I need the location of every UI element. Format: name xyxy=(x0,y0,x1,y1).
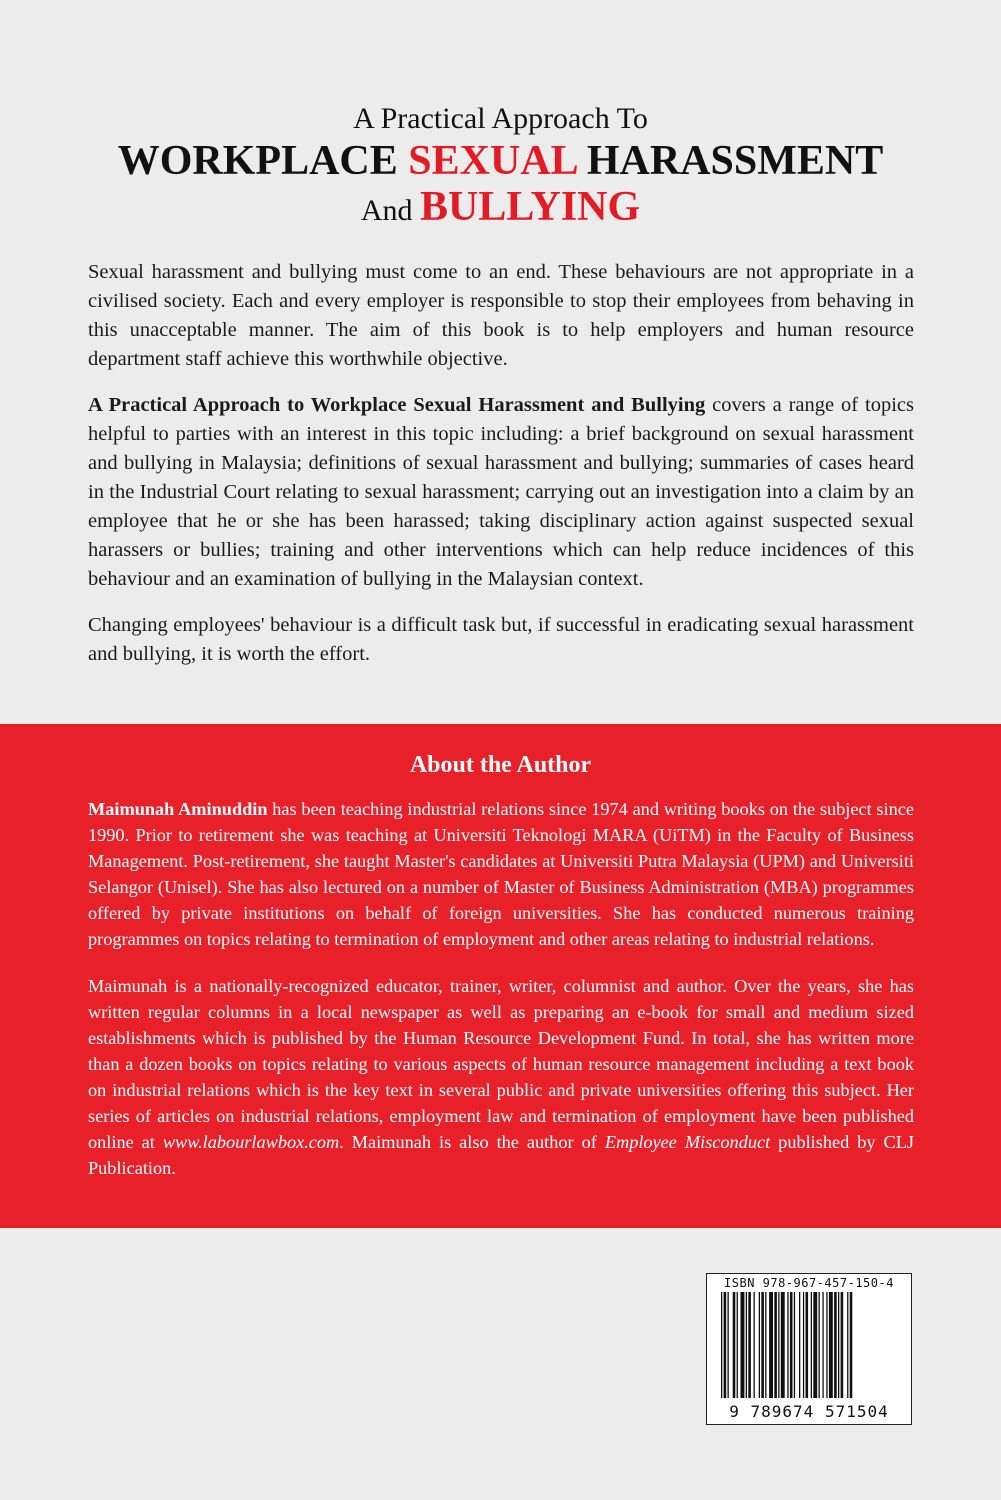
author-website-link: www.labourlawbox.com xyxy=(162,1132,340,1152)
barcode-bar xyxy=(806,1292,809,1398)
barcode-bar xyxy=(774,1292,777,1398)
author-bio-paragraph-2-text: Maimunah is a nationally-recognized educator, trainer, writer, columnist and author. Over the years, she has written regular columns in a local newspaper as well as preparing an e-book for small and medium sized establishments which is published by the Human Resource Development Fund. In total, she has written more than a dozen books on topics relating to various aspects of human resource management including a text book on industrial relations which is the key text in several public and private universities offering this subject. Her series of articles on industrial relations, employment law and termination of employment have been published online at xyxy=(88,976,914,1152)
barcode-bar xyxy=(838,1292,839,1398)
author-bio-paragraph-1 xyxy=(88,796,914,952)
isbn-label: ISBN 978-967-457-150-4 xyxy=(724,1276,894,1290)
barcode-bar xyxy=(799,1292,800,1398)
author-bio-paragraph-2-text-c: published by CLJ Publication. xyxy=(88,1132,914,1178)
barcode-bar xyxy=(748,1292,751,1398)
barcode-bar xyxy=(733,1292,736,1398)
blurb-book-title: A Practical Approach to Workplace Sexual Harassment and Bullying xyxy=(88,394,706,416)
title-line-1: A Practical Approach To xyxy=(353,102,648,135)
barcode-bar xyxy=(746,1292,747,1398)
title-word-sexual: SEXUAL xyxy=(408,138,577,184)
blurb-paragraph-2 xyxy=(88,391,914,594)
barcode-bar xyxy=(781,1292,785,1398)
barcode-bar xyxy=(829,1292,833,1398)
barcode-bar xyxy=(826,1292,827,1398)
isbn-barcode xyxy=(706,1273,912,1425)
barcode-bar xyxy=(759,1292,760,1398)
barcode-bar xyxy=(741,1292,745,1398)
author-bio-paragraph-2-text-b: . Maimunah is also the author of xyxy=(339,1132,605,1152)
barcode-digits: 9 789674 571504 xyxy=(729,1402,889,1421)
barcode-bar xyxy=(822,1292,823,1398)
barcode-bar xyxy=(834,1292,837,1398)
barcode-bar xyxy=(787,1292,788,1398)
barcode-bar xyxy=(819,1292,820,1398)
barcode-bar xyxy=(761,1292,764,1398)
barcode-bar xyxy=(847,1292,848,1398)
blurb-paragraph-2-text: covers a range of topics helpful to parties with an interest in this topic including: a brief background on sexual harassment and bullying in Malaysia; definitions of sexual harassment and bullying; summaries of cases heard in the Industrial Court relating to sexual harassment; carrying out an investigation into a claim by an employee that he or she has been harassed; taking disciplinary action against suspected sexual harassers or bullies; training and other interventions which can help reduce incidences of this behaviour and an examination of bullying in the Malaysian context. xyxy=(88,394,915,590)
title-word-and: And xyxy=(360,194,420,227)
blurb-paragraph-3: Changing employees' behaviour is a difficult task but, if successful in eradicating sexual harassment and bullying, it is worth the effort. xyxy=(88,614,914,665)
barcode-bar xyxy=(778,1292,779,1398)
barcode-bar xyxy=(769,1292,773,1398)
title-word-workplace: WORKPLACE xyxy=(117,138,409,184)
barcode-bar xyxy=(813,1292,817,1398)
barcode-bar xyxy=(737,1292,738,1398)
author-bio xyxy=(88,796,914,1202)
about-author-heading: About the Author xyxy=(409,752,592,778)
barcode-bars xyxy=(721,1292,897,1400)
barcode-bar xyxy=(790,1292,793,1398)
title-word-harassment: HARASSMENT xyxy=(576,138,884,184)
blurb-paragraph-1: Sexual harassment and bullying must come to an end. These behaviours are not appropriate in a civilised society. Each and every employer is responsible to stop their employees from behaving in this unacceptable manner. The aim of this book is to help employers and human resource department staff achieve this worthwhile objective. xyxy=(88,261,914,370)
title-line-3 xyxy=(0,184,1001,234)
barcode-bar xyxy=(724,1292,727,1398)
barcode-bar xyxy=(803,1292,804,1398)
barcode-bar xyxy=(850,1292,853,1398)
barcode-bar xyxy=(811,1292,812,1398)
barcode-bar xyxy=(841,1292,844,1398)
author-name: Maimunah Aminuddin xyxy=(88,799,268,819)
barcode-bar xyxy=(794,1292,795,1398)
author-bio-paragraph-2 xyxy=(88,973,914,1181)
author-bio-paragraph-1-text: has been teaching industrial relations since 1974 and writing books on the subject since 1990. Prior to retirement she was teaching at Universiti Teknologi MARA (UiTM) in the Faculty of Business Management. Post-retirement, she taught Master's candidates at Universiti Putra Malaysia (UPM) and Universiti Selangor (Unisel). She has also lectured on a number of Master of Business Administration (MBA) programmes offered by private institutions on behalf of foreign universities. She has conducted numerous training programmes on topics relating to termination of employment and other areas relating to industrial relations. xyxy=(88,799,914,949)
barcode-bar xyxy=(728,1292,729,1398)
barcode-bar xyxy=(721,1292,722,1398)
title-word-bullying: BULLYING xyxy=(419,184,641,230)
about-author-panel xyxy=(0,724,1001,1228)
title-line-2 xyxy=(0,138,1001,184)
other-book-title: Employee Misconduct xyxy=(604,1132,771,1152)
book-blurb xyxy=(88,258,914,686)
barcode-bar xyxy=(765,1292,766,1398)
barcode-bar xyxy=(754,1292,755,1398)
cover-title xyxy=(0,100,1001,234)
